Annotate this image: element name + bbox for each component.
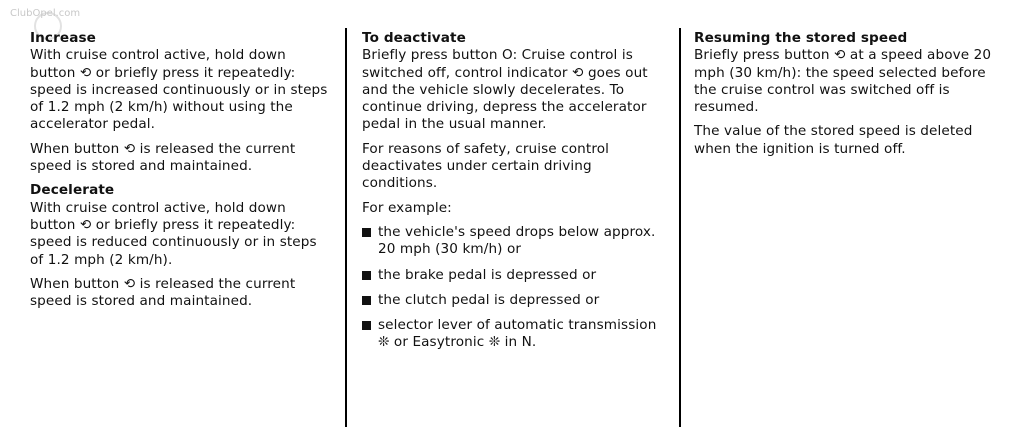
increase-heading: Increase [30,30,97,46]
list-item [362,224,667,259]
square-bullet-icon [362,271,371,280]
column-divider-right [679,28,681,427]
square-bullet-icon [362,321,371,330]
list-item [362,292,667,309]
list-item [362,267,667,284]
resume-heading: Resuming the stored speed [694,30,908,46]
list-item-text: selector lever of automatic transmission ❊ or Easytronic ❊ in N. [378,317,657,351]
list-item-text: the clutch pedal is depressed or [378,291,600,308]
deactivate-paragraph-3: For example: [362,199,452,216]
decelerate-heading: Decelerate [30,182,115,199]
increase-paragraph-1: With cruise control active, hold down button ⟲ or briefly press it repeatedly: speed is increased continuously or in steps of 1.2 mph (2 km/h) without using the accelerator pedal. [30,47,328,133]
resume-paragraph-2: The value of the stored speed is deleted when the ignition is turned off. [694,123,973,157]
watermark-text: ClubOpel.com [10,8,81,19]
deactivate-paragraph-1: Briefly press button O: Cruise control is switched off, control indicator ⟲ goes out and the vehicle slowly decelerates. To continue driving, depress the accelerator pedal in the usual manner. [362,47,648,133]
resume-paragraph-1: Briefly press button ⟲ at a speed above 20 mph (30 km/h): the speed selected before the cruise control was switched off is resumed. [694,47,992,116]
list-item-text: the brake pedal is depressed or [378,266,597,283]
decelerate-paragraph-1: With cruise control active, hold down button ⟲ or briefly press it repeatedly: speed is reduced continuously or in steps of 1.2 mph (2 km/h). [30,199,317,268]
column-divider-left [345,28,347,427]
list-item-text: the vehicle's speed drops below approx. 20 mph (30 km/h) or [378,223,656,258]
deactivate-heading: To deactivate [362,30,466,46]
deactivate-paragraph-2: For reasons of safety, cruise control deactivates under certain driving conditions. [362,140,610,192]
list-item [362,317,667,352]
deactivate-condition-list [362,224,667,352]
column-resume [694,30,1004,165]
square-bullet-icon [362,228,371,237]
decelerate-paragraph-2: When button ⟲ is released the current speed is stored and maintained. [30,275,296,310]
square-bullet-icon [362,296,371,305]
increase-paragraph-2: When button ⟲ is released the current speed is stored and maintained. [30,140,296,175]
column-deactivate [362,30,667,360]
column-increase-decelerate [30,30,330,317]
